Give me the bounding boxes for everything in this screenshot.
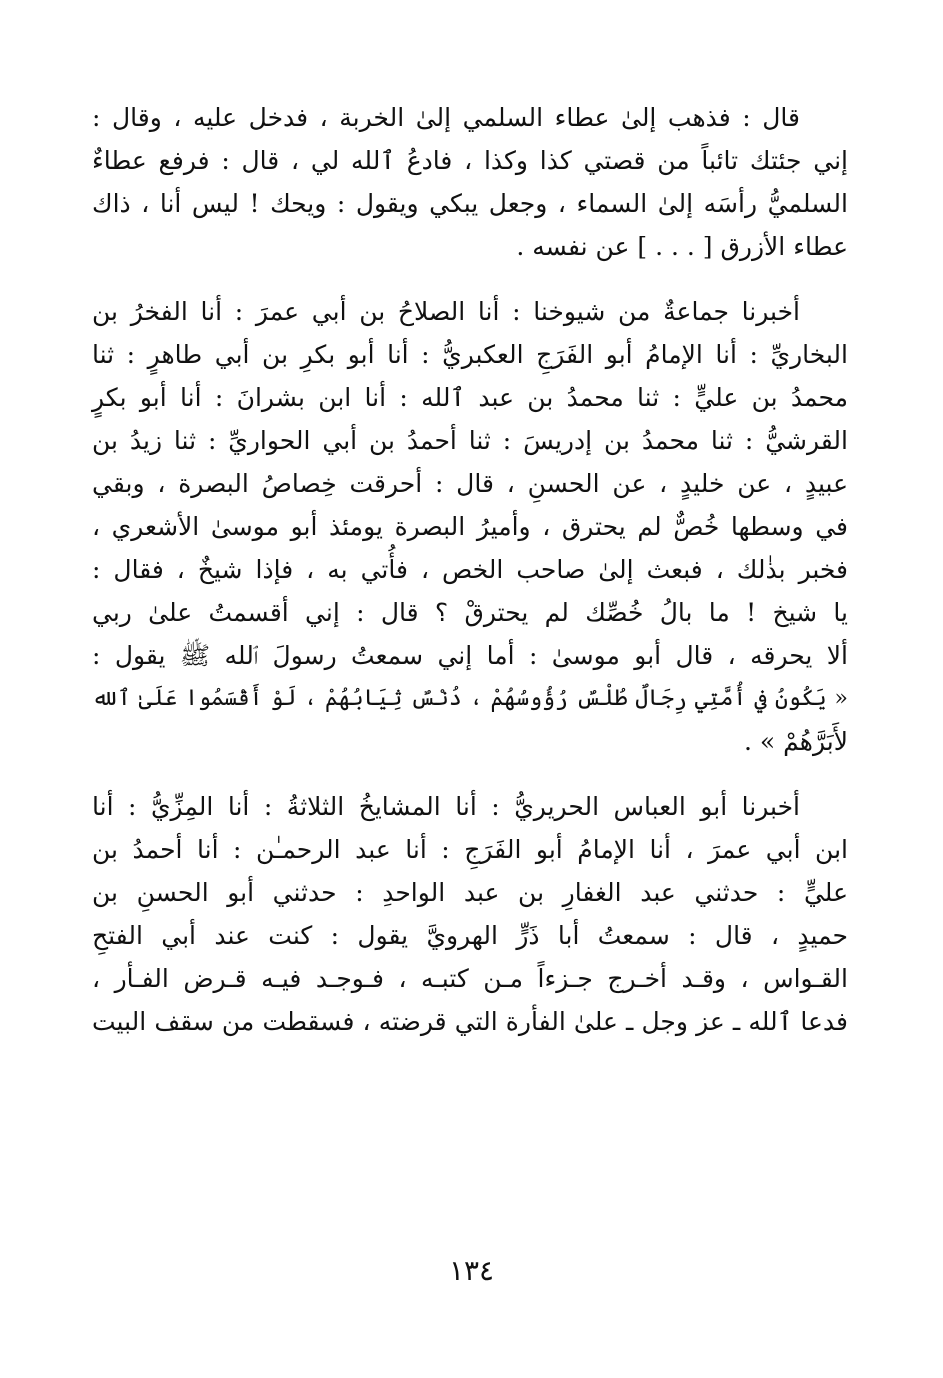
text-line: عطاء الأزرق [ . . . ] عن نفسه . — [516, 232, 848, 261]
paragraph-2 — [92, 290, 848, 763]
hadith-quote-line: « يَكُونُ في أُمَّتِي رِجَالٌ طُلْسٌ رُؤُوسُهُمْ ، دُنْسٌ ثِيَابُهُمْ ، لَوْ أَقْسَمُوا عَلَىٰ ٱلله — [92, 686, 848, 711]
text-line: يا شيخ ! ما بالُ خُصِّك لم يحترقْ ؟ قال : إني أقسمتُ علىٰ ربي — [92, 598, 848, 627]
text-line: القرشيُّ : ثنا محمدُ بن إدريسَ : ثنا أحمدُ بن أبي الحواريِّ : ثنا زيدُ بن — [92, 426, 848, 455]
text-line: فخبر بذٰلك ، فبعث إلىٰ صاحب الخص ، فأُتي به ، فإذا شيخٌ ، فقال : — [92, 555, 848, 584]
hadith-quote-line: لأَبَرَّهُمْ » . — [744, 727, 848, 756]
text-line: ابن أبي عمرَ ، أنا الإمامُ أبو الفَرَجِ : أنا عبد الرحمـٰن : أنا أحمدُ بن — [92, 835, 848, 864]
text-line: البخاريِّ : أنا الإمامُ أبو الفَرَجِ العكبريُّ : أنا أبو بكرِ بن أبي طاهرٍ : ثنا — [92, 340, 848, 369]
text-line: حميدٍ ، قال : سمعتُ أبا ذَرٍّ الهرويَّ يقول : كنت عند أبي الفتحِ — [92, 921, 848, 950]
paragraph-1 — [92, 96, 848, 268]
text-line: إني جئتك تائباً من قصتي كذا وكذا ، فادعُ ٱلله لي ، قال : فرفع عطاءٌ — [92, 146, 848, 175]
text-line: أخبرنا أبو العباس الحريريُّ : أنا المشايخُ الثلاثةُ : أنا المِزِّيُّ : أنا — [92, 792, 800, 821]
page-body — [92, 96, 848, 1065]
text-line: السلميُّ رأسَه إلىٰ السماء ، وجعل يبكي ويقول : ويحك ! ليس أنا ، ذاك — [92, 189, 848, 218]
text-line: عبيدٍ ، عن خليدٍ ، عن الحسنِ ، قال : أحرقت خِصاصُ البصرة ، وبقي — [92, 469, 848, 498]
page-number: ١٣٤ — [448, 1254, 495, 1287]
text-line: في وسطها خُصٌّ لم يحترق ، وأميرُ البصرة يومئذ أبو موسىٰ الأشعري ، — [92, 512, 848, 541]
text-line: قال : فذهب إلىٰ عطاء السلمي إلىٰ الخربة ، فدخل عليه ، وقال : — [92, 103, 800, 132]
text-line: ألا يحرقه ، قال أبو موسىٰ : أما إني سمعتُ رسولَ ٱلله ﷺ يقول : — [92, 641, 848, 670]
text-line: أخبرنا جماعةٌ من شيوخنا : أنا الصلاحُ بن أبي عمرَ : أنا الفخرُ بن — [92, 297, 800, 326]
text-line: محمدُ بن عليٍّ : ثنا محمدُ بن عبد ٱلله : أنا ابن بشرانَ : أنا أبو بكرٍ — [92, 383, 848, 412]
text-line: فدعا ٱلله ـ عز وجل ـ علىٰ الفأرة التي قرضته ، فسقطت من سقف البيت — [92, 1007, 848, 1036]
text-line: عليٍّ : حدثني عبد الغفارِ بن عبد الواحدِ : حدثني أبو الحسنِ بن — [92, 878, 848, 907]
text-line: القـواس ، وقـد أخـرج جـزءاً مـن كتبـه ، فـوجـد فيـه قـرض الفـأر ، — [92, 964, 848, 993]
paragraph-3 — [92, 785, 848, 1043]
